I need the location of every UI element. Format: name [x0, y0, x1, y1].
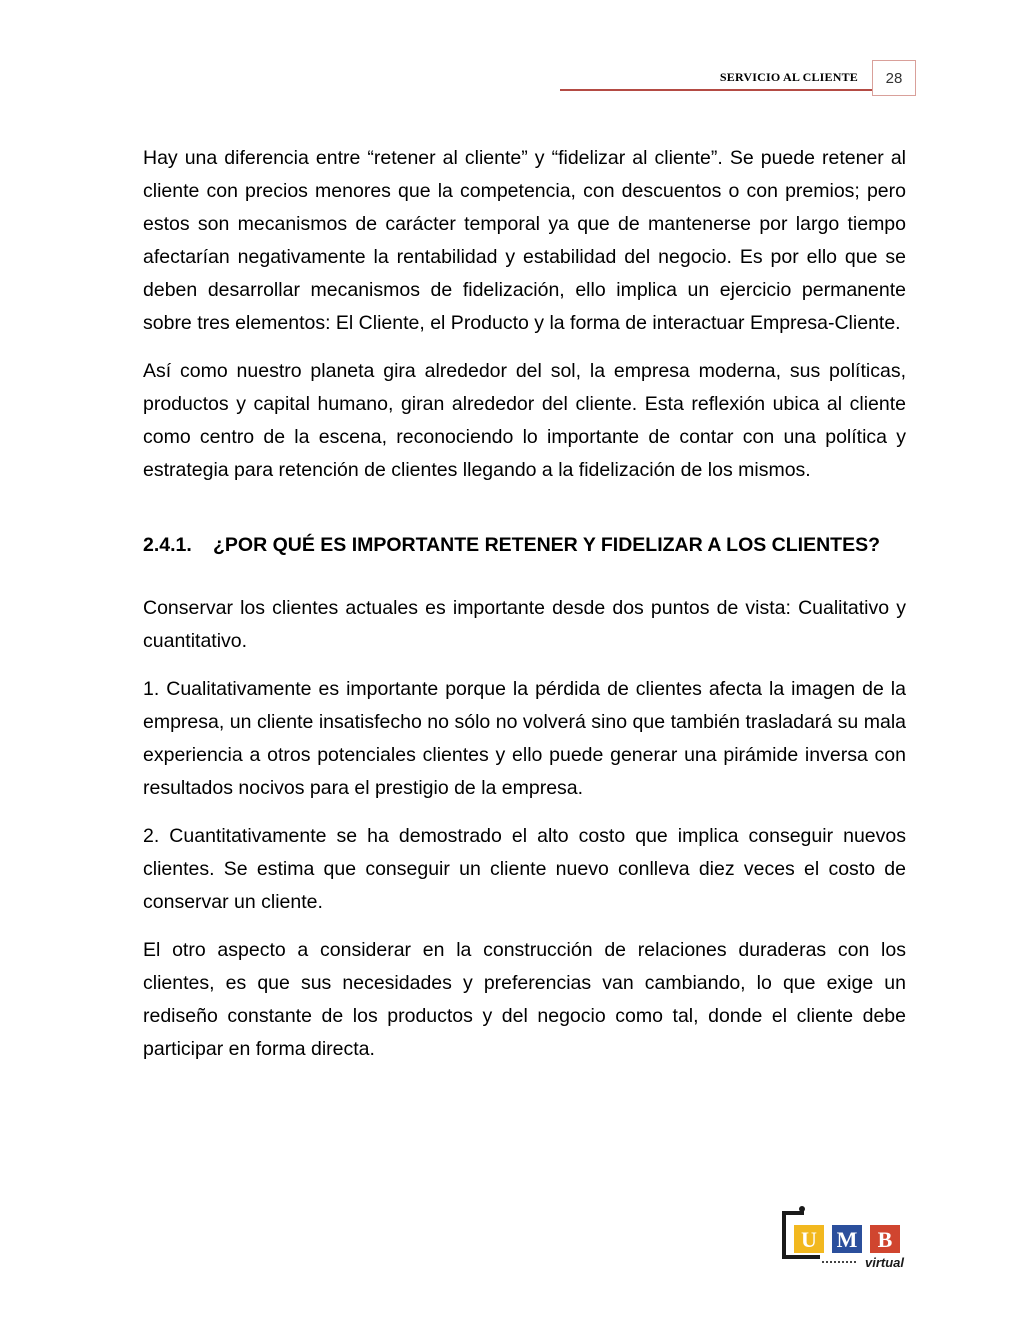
logo-u: U [801, 1227, 817, 1252]
paragraph: Así como nuestro planeta gira alrededor del sol, la empresa moderna, sus políticas, productos y capital humano, giran alrededor del cliente. Esta reflexión ubica al cliente como centro de la escena, reconociendo lo importante de contar con una política y estrategia para retención de clientes llegando a la fidelización de los mismos. [143, 360, 906, 481]
umb-virtual-logo [780, 1205, 910, 1275]
paragraph: El otro aspecto a considerar en la construcción de relaciones duraderas con los clientes, es que sus necesidades y preferencias van cambiando, lo que exige un rediseño constante de los productos y del negocio como tal, donde el cliente debe participar en forma directa. [143, 939, 906, 1060]
paragraph: 2. Cuantitativamente se ha demostrado el alto costo que implica conseguir nuevos clientes. Se estima que conseguir un cliente nuevo conlleva diez veces el costo de conservar un cliente. [143, 825, 906, 913]
paragraph: 1. Cualitativamente es importante porque la pérdida de clientes afecta la imagen de la empresa, un cliente insatisfecho no sólo no volverá sino que también trasladará su mala experiencia a otros potenciales clientes y ello puede generar una pirámide inversa con resultados nocivos para el prestigio de la empresa. [143, 678, 906, 799]
logo-dot [799, 1206, 805, 1212]
logo-m: M [836, 1227, 858, 1252]
page-number: 28 [885, 69, 903, 87]
section-heading [143, 529, 906, 562]
page-header [560, 60, 916, 96]
header-rule [560, 89, 872, 91]
logo-graphic [780, 1205, 910, 1275]
section-title: ¿POR QUÉ ES IMPORTANTE RETENER Y FIDELIZAR A LOS CLIENTES? [213, 534, 881, 556]
logo-b: B [877, 1227, 893, 1252]
page-body [143, 142, 906, 1081]
logo-subtitle: virtual [864, 1255, 904, 1270]
paragraph: Conservar los clientes actuales es importante desde dos puntos de vista: Cualitativo y cuantitativo. [143, 597, 906, 652]
section-number: 2.4.1. [143, 534, 192, 556]
page-number-box [872, 60, 916, 96]
paragraph: Hay una diferencia entre “retener al cliente” y “fidelizar al cliente”. Se puede retener al cliente con precios menores que la competencia, con descuentos o con premios; pero estos son mecanismos de carácter temporal ya que de mantenerse por largo tiempo afectarían negativamente la rentabilidad y estabilidad del negocio. Es por ello que se deben desarrollar mecanismos de fidelización, ello implica un ejercicio permanente sobre tres elementos: El Cliente, el Producto y la forma de interactuar Empresa-Cliente. [143, 147, 906, 334]
header-title: SERVICIO AL CLIENTE [719, 70, 858, 84]
